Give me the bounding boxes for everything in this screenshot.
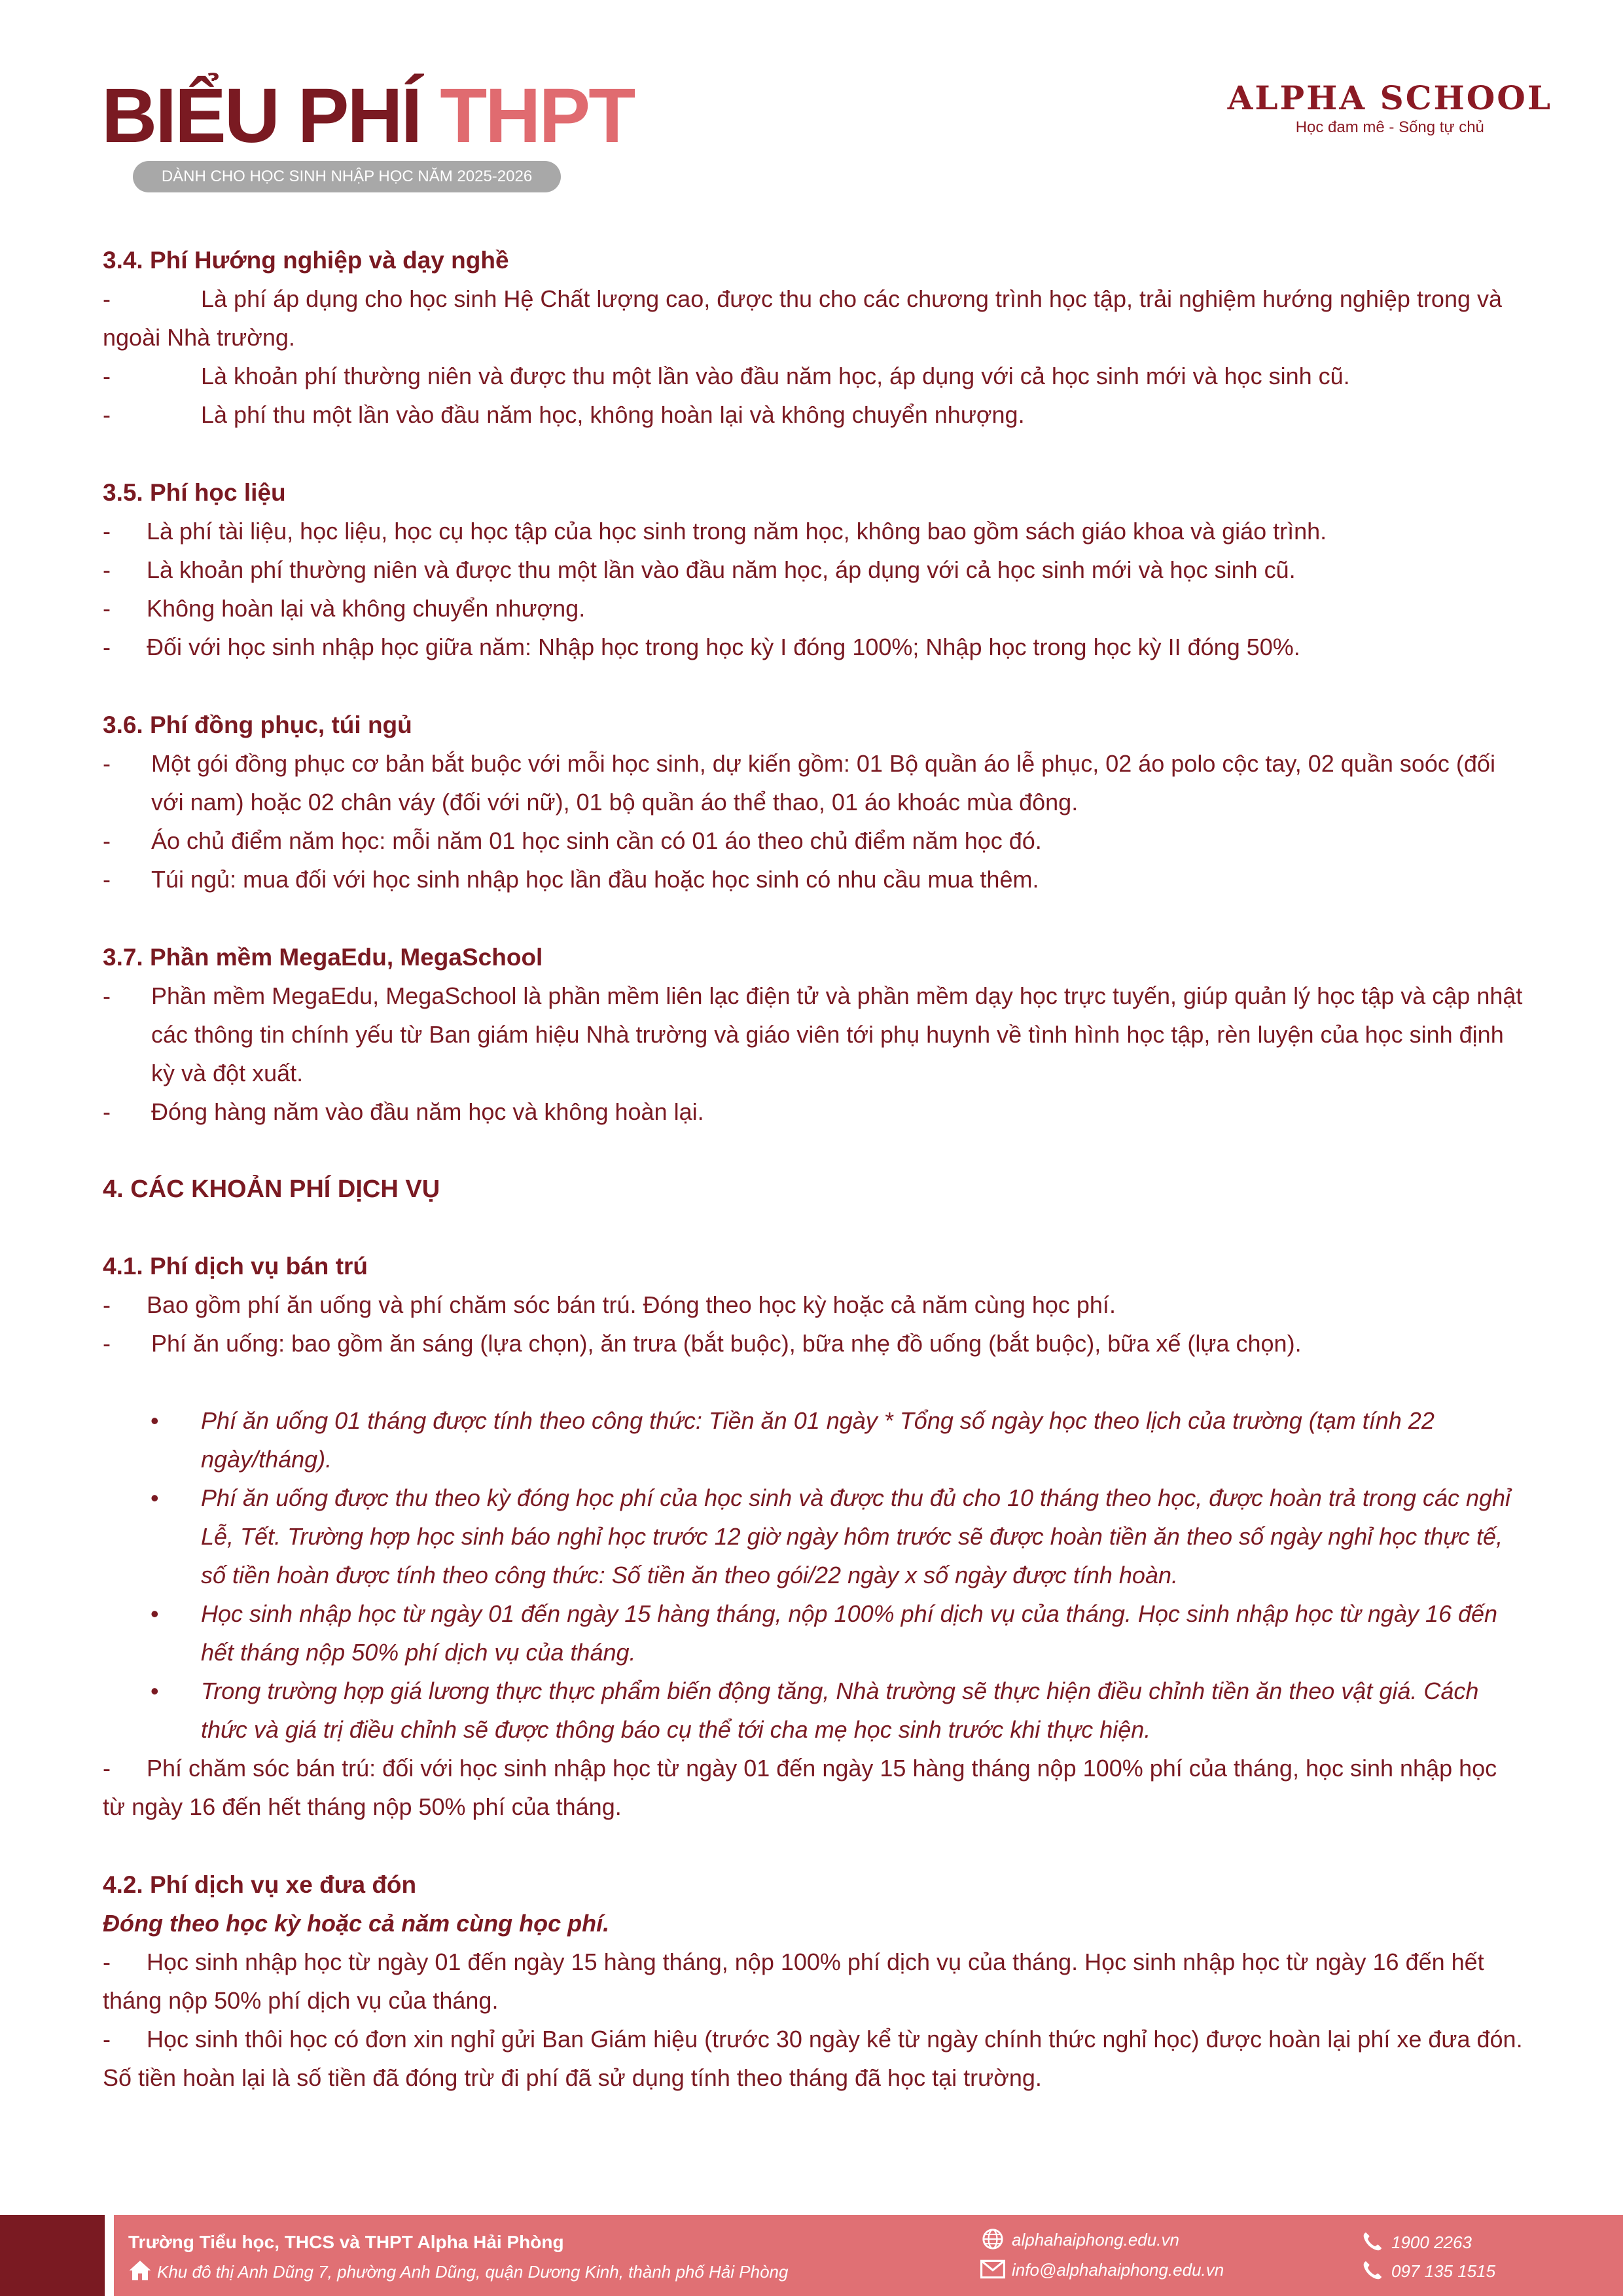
footer-email[interactable]: info@alphahaiphong.edu.vn (980, 2258, 1224, 2280)
list-item: - Là phí tài liệu, học liệu, học cụ học tập của học sinh trong năm học, không bao gồm sách giáo khoa và giáo trình. (103, 518, 1327, 545)
document-body (103, 241, 1523, 2136)
section-heading: 3.5. Phí học liệu (103, 479, 286, 506)
section-heading: 3.7. Phần mềm MegaEdu, MegaSchool (103, 944, 543, 971)
page-title (101, 73, 634, 159)
list-item: - Phí ăn uống: bao gồm ăn sáng (lựa chọn), ăn trưa (bắt buộc), bữa nhẹ đồ uống (bắt buộc), bữa xế (lựa chọn). (103, 1330, 1302, 1357)
list-item: - Bao gồm phí ăn uống và phí chăm sóc bán trú. Đóng theo học kỳ hoặc cả năm cùng học phí. (103, 1291, 1116, 1318)
section-heading: 3.6. Phí đồng phục, túi ngủ (103, 711, 412, 738)
title-main: BIỂU PHÍ (101, 73, 421, 159)
section-heading: 4.2. Phí dịch vụ xe đưa đón (103, 1871, 417, 1898)
footer-bar (114, 2215, 1623, 2296)
section-heading: 3.4. Phí Hướng nghiệp và dạy nghề (103, 247, 509, 274)
section-heading: 4.1. Phí dịch vụ bán trú (103, 1253, 368, 1280)
list-item: - Học sinh nhập học từ ngày 01 đến ngày 15 hàng tháng, nộp 100% phí dịch vụ của tháng. Học sinh nhập học từ ngày 16 đến hết tháng nộp 50% phí dịch vụ của tháng. (103, 1948, 1484, 2014)
section-3-4 (103, 241, 1523, 434)
brand-logo (1228, 80, 1552, 137)
bullet-item: • Phí ăn uống được thu theo kỳ đóng học phí của học sinh và được thu đủ cho 10 tháng theo học, được hoàn trả trong các nghỉ Lễ, Tết. Trường hợp học sinh báo nghỉ học trước 12 giờ ngày hôm trước sẽ được hoàn tiền ăn theo số ngày nghỉ học thực tế, số tiền hoàn được tính theo công thức: Số tiền ăn theo gói/22 ngày x số ngày được tính hoàn. (151, 1484, 1511, 1588)
section-heading-4: 4. CÁC KHOẢN PHÍ DỊCH VỤ (103, 1175, 440, 1203)
phone-icon (1360, 2259, 1385, 2282)
footer-school-name: Trường Tiểu học, THCS và THPT Alpha Hải Phòng (128, 2232, 564, 2252)
globe-icon (980, 2228, 1005, 2250)
list-item: - Túi ngủ: mua đối với học sinh nhập học lần đầu hoặc học sinh có nhu cầu mua thêm. (103, 866, 1039, 893)
bullet-list (103, 1401, 1523, 1749)
list-item: - Phần mềm MegaEdu, MegaSchool là phần mềm liên lạc điện tử và phần mềm dạy học trực tuyến, giúp quản lý học tập và cập nhật các thông tin chính yếu từ Ban giám hiệu Nhà trường và giáo viên tới phụ huynh về tình hình học tập, rèn luyện của học sinh định kỳ và đột xuất. (103, 982, 1523, 1086)
list-item: - Là phí áp dụng cho học sinh Hệ Chất lượng cao, được thu cho các chương trình học tập, trải nghiệm hướng nghiệp trong và ngoài Nhà trường. (103, 285, 1503, 351)
brand-name: ALPHA SCHOOL (1227, 79, 1552, 117)
section-3-7 (103, 938, 1523, 1131)
mail-icon (980, 2258, 1005, 2280)
footer-address: Khu đô thị Anh Dũng 7, phường Anh Dũng, quận Dương Kinh, thành phố Hải Phòng (128, 2259, 788, 2282)
section-4-1 (103, 1247, 1523, 1826)
brand-tagline: Học đam mê - Sống tự chủ (1295, 118, 1484, 136)
phone-icon (1360, 2231, 1385, 2253)
subtitle-badge: DÀNH CHO HỌC SINH NHẬP HỌC NĂM 2025-2026 (133, 161, 561, 192)
list-item: - Không hoàn lại và không chuyển nhượng. (103, 595, 586, 622)
list-item: - Là khoản phí thường niên và được thu một lần vào đầu năm học, áp dụng với cả học sinh mới và học sinh cũ. (103, 363, 1350, 389)
section-4-2 (103, 1865, 1523, 2097)
list-item: - Đóng hàng năm vào đầu năm học và không hoàn lại. (103, 1098, 704, 1125)
list-item: - Áo chủ điểm năm học: mỗi năm 01 học sinh cần có 01 áo theo chủ điểm năm học đó. (103, 827, 1042, 854)
footer-phone-2[interactable]: 097 135 1515 (1360, 2259, 1495, 2282)
footer-website[interactable]: alphahaiphong.edu.vn (980, 2228, 1179, 2250)
bullet-item: • Phí ăn uống 01 tháng được tính theo công thức: Tiền ăn 01 ngày * Tổng số ngày học theo lịch của trường (tạm tính 22 ngày/tháng). (151, 1407, 1435, 1473)
list-item: - Đối với học sinh nhập học giữa năm: Nhập học trong học kỳ I đóng 100%; Nhập học trong học kỳ II đóng 50%. (103, 634, 1300, 660)
page-footer (0, 2215, 1623, 2296)
footer-accent-block (0, 2215, 105, 2296)
home-icon (128, 2259, 152, 2282)
bullet-item: • Trong trường hợp giá lương thực thực phẩm biến động tăng, Nhà trường sẽ thực hiện điều chỉnh tiền ăn theo vật giá. Cách thức và giá trị điều chỉnh sẽ được thông báo cụ thể tới cha mẹ học sinh trước khi thực hiện. (151, 1677, 1479, 1743)
list-item: - Một gói đồng phục cơ bản bắt buộc với mỗi học sinh, dự kiến gồm: 01 Bộ quần áo lễ phục, 02 áo polo cộc tay, 02 quần soóc (đối với nam) hoặc 02 chân váy (đối với nữ), 01 bộ quần áo thể thao, 01 áo khoác mùa đông. (103, 750, 1495, 816)
list-item: - Là khoản phí thường niên và được thu một lần vào đầu năm học, áp dụng với cả học sinh mới và học sinh cũ. (103, 556, 1296, 583)
section-subheading: Đóng theo học kỳ hoặc cả năm cùng học phí. (103, 1910, 610, 1937)
page-header (0, 0, 1623, 209)
section-3-5 (103, 473, 1523, 666)
list-item: - Học sinh thôi học có đơn xin nghỉ gửi Ban Giám hiệu (trước 30 ngày kể từ ngày chính thức nghỉ học) được hoàn lại phí xe đưa đón. Số tiền hoàn lại là số tiền đã đóng trừ đi phí đã sử dụng tính theo tháng đã học tại trường. (103, 2026, 1523, 2091)
list-item: - Phí chăm sóc bán trú: đối với học sinh nhập học từ ngày 01 đến ngày 15 hàng tháng nộp 100% phí của tháng, học sinh nhập học từ ngày 16 đến hết tháng nộp 50% phí của tháng. (103, 1755, 1497, 1820)
title-accent: THPT (440, 73, 634, 159)
section-3-6 (103, 706, 1523, 899)
list-item: - Là phí thu một lần vào đầu năm học, không hoàn lại và không chuyển nhượng. (103, 401, 1025, 428)
footer-phone-1[interactable]: 1900 2263 (1360, 2231, 1472, 2253)
bullet-item: • Học sinh nhập học từ ngày 01 đến ngày 15 hàng tháng, nộp 100% phí dịch vụ của tháng. Học sinh nhập học từ ngày 16 đến hết tháng nộp 50% phí dịch vụ của tháng. (151, 1600, 1498, 1666)
